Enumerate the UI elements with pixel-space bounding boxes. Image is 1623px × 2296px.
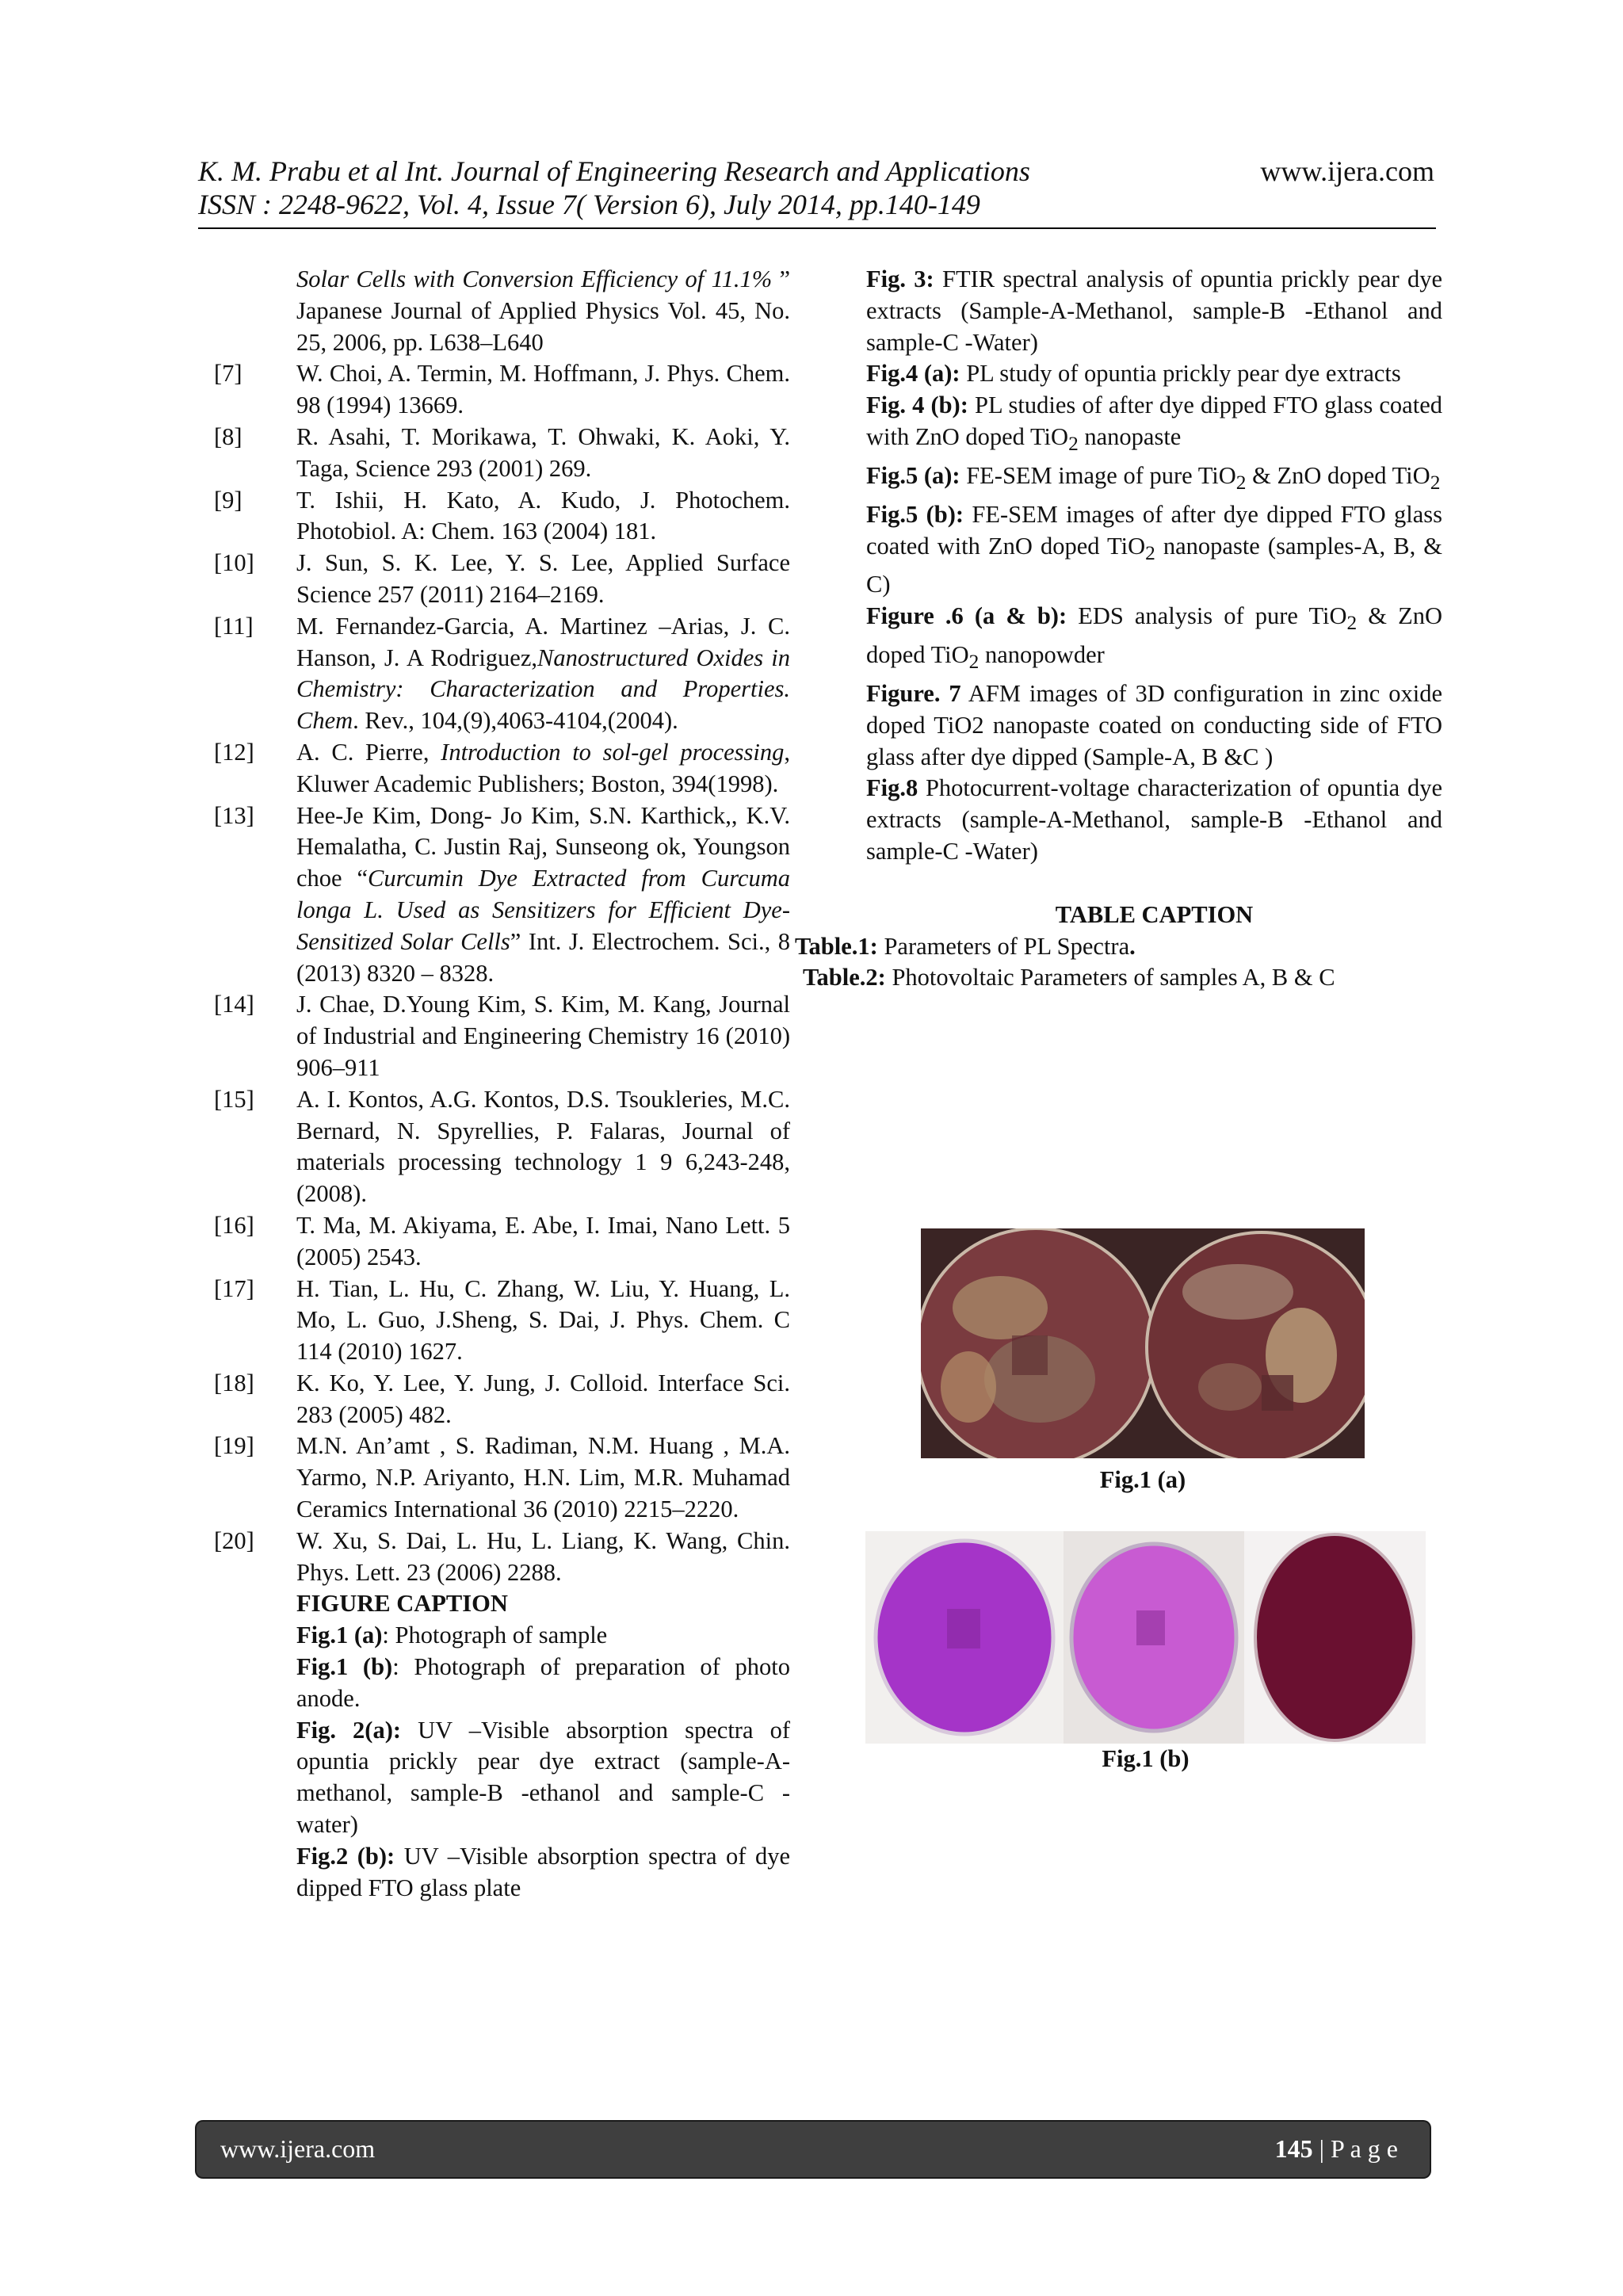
figure-caption-label: Fig.4 (a): [866,360,960,388]
spacer [866,868,1442,900]
reference-item [214,485,790,548]
reference-number: [15] [214,1085,254,1113]
figure-caption-item [296,1652,790,1715]
figure-1b-photos [865,1531,1426,1744]
reference-number: [8] [214,422,242,450]
caption-fig4b: Fig. 4 (b): PL studies of after dye dipped FTO glass coated with ZnO doped TiO$_2$ nanopaste [866,392,1442,456]
figure-1a-photo [921,1228,1365,1458]
reference-item [214,989,790,1083]
figure-caption-label: Fig.1 (b) [296,1653,393,1681]
reference-number: [10] [214,549,254,577]
reference-number: [17] [214,1274,254,1302]
figure-caption-item [296,1715,790,1841]
reference-item [214,1368,790,1431]
reference-item [214,1274,790,1368]
figure-caption-text: : Photograph of preparation of photo anode. [296,1653,790,1712]
reference-text: W. Xu, S. Dai, L. Hu, L. Liang, K. Wang, Chin. Phys. Lett. 23 (2006) 2288. [296,1526,790,1586]
reference-item [214,548,790,611]
figure-caption-text: FTIR spectral analysis of opuntia prickly pear dye extracts (Sample-A-Methanol, sample-B -Ethanol and sample-C -Water) [866,266,1442,356]
reference-number: [14] [214,991,254,1018]
caption-fig6: Figure .6 (a & b): EDS analysis of pure TiO$_2$ & ZnO doped TiO$_2$ nanopowder [866,602,1442,674]
reference-12: [12] A. C. Pierre, Introduction to sol-gel processing, Kluwer Academic Publishers; Boston, 394(1998). [214,738,790,797]
figure-1b-dish-1 [865,1531,1064,1744]
figure-caption-label: Fig.1 (a) [296,1622,383,1649]
reference-number: [9] [214,486,242,514]
figure-caption-text: PL study of opuntia prickly pear dye extracts [960,360,1401,388]
footer-site: www.ijera.com [220,2134,376,2163]
left-column [214,264,790,1904]
running-header [198,155,1434,221]
figure-1b-caption: Fig.1 (b) [1102,1745,1190,1772]
figure-caption-label: Fig. 3: [866,266,934,292]
reference-item [214,358,790,422]
page-number: 145 | P a g e [1274,2134,1398,2163]
reference-text: A. I. Kontos, A.G. Kontos, D.S. Tsoukleries, M.C. Bernard, N. Spyrellies, P. Falaras, Journal of materials processing technology 1 9 6,243-248,(2008). [296,1085,790,1208]
reference-text: T. Ishii, H. Kato, A. Kudo, J. Photochem. Photobiol. A: Chem. 163 (2004) 181. [296,486,790,545]
figure-1b-dish-2 [1064,1531,1244,1744]
figure-caption-label: Fig. 2(a): [296,1716,402,1744]
reference-number: [20] [214,1526,254,1554]
caption-fig5b: Fig.5 (b): FE-SEM images of after dye dipped FTO glass coated with ZnO doped TiO$_2$ nanopaste (samples-A, B, & C) [866,500,1442,598]
figure-caption-item [866,264,1442,358]
table-1-caption: Table.1: Parameters of PL Spectra. [795,932,1136,960]
reference-6-continued: Solar Cells with Conversion Efficiency of 11.1% ” Japanese Journal of Applied Physics Vol. 45, No. 25, 2006, pp. L638–L640 [296,266,790,356]
figure-caption-text: : Photograph of sample [382,1622,608,1649]
reference-number: [7] [214,360,242,388]
figure-caption-list-right [866,264,1442,390]
reference-text: H. Tian, L. Hu, C. Zhang, W. Liu, Y. Huang, L. Mo, L. Guo, J.Sheng, S. Dai, J. Phys. Chem. C 114 (2010) 1627. [296,1274,790,1366]
reference-item [214,1210,790,1274]
figure-caption-label: Fig.2 (b): [296,1842,395,1870]
figure-caption-text: UV –Visible absorption spectra of opuntia prickly pear dye extract (sample-A-methanol, sample-B -ethanol and sample-C -water) [296,1716,790,1839]
reference-number: [19] [214,1432,254,1460]
reference-item [214,1084,790,1210]
reference-item [214,422,790,485]
reference-text: R. Asahi, T. Morikawa, T. Ohwaki, K. Aoki, Y. Taga, Science 293 (2001) 269. [296,422,790,482]
reference-13: [13] Hee-Je Kim, Dong- Jo Kim, S.N. Karthick,, K.V. Hemalatha, C. Justin Raj, Sunseong ok, Youngson choe “Curcumin Dye Extracted from Curcuma longa L. Used as Sensitizers for Efficient Dye-Sensitized Solar Cells” Int. J. Electrochem. Sci., 8 (2013) 8320 – 8328. [214,801,791,987]
figure-1b-dish-3 [1244,1531,1426,1744]
figure-1a-caption: Fig.1 (a) [1099,1466,1186,1493]
reference-text: M.N. An’amt , S. Radiman, N.M. Huang , M.A. Yarmo, N.P. Ariyanto, H.N. Lim, M.R. Muhamad Ceramics International 36 (2010) 2215–2220. [296,1432,790,1523]
reference-item [214,1431,790,1525]
figure-caption-text: UV –Visible absorption spectra of dye dipped FTO glass plate [296,1842,790,1901]
figure-caption-list-left [214,1620,790,1904]
figure-caption-item [296,1620,790,1652]
caption-fig8: Fig.8 Photocurrent-voltage characterization of opuntia dye extracts (sample-A-Methanol, sample-B -Ethanol and sample-C -Water) [866,774,1442,865]
header-rule [198,227,1436,229]
reference-list-b [214,989,790,1588]
reference-list-a [214,358,790,610]
reference-text: T. Ma, M. Akiyama, E. Abe, I. Imai, Nano Lett. 5 (2005) 2543. [296,1211,790,1270]
reference-text: J. Chae, D.Young Kim, S. Kim, M. Kang, Journal of Industrial and Engineering Chemistry 16 (2010) 906–911 [296,991,790,1081]
table-2-caption: Table.2: Photovoltaic Parameters of samples A, B & C [803,964,1335,991]
reference-text: W. Choi, A. Termin, M. Hoffmann, J. Phys. Chem. 98 (1994) 13669. [296,360,790,419]
table-caption-heading: TABLE CAPTION [1055,900,1254,928]
figure-caption-heading: FIGURE CAPTION [296,1590,508,1618]
reference-text: J. Sun, S. K. Lee, Y. S. Lee, Applied Surface Science 257 (2011) 2164–2169. [296,549,790,608]
caption-fig5a: Fig.5 (a): FE-SEM image of pure TiO$_2$ & ZnO doped TiO$_2$ [866,461,1441,494]
reference-number: [18] [214,1369,254,1396]
figure-caption-item [866,358,1442,390]
reference-text: K. Ko, Y. Lee, Y. Jung, J. Colloid. Interface Sci. 283 (2005) 482. [296,1369,790,1428]
header-journal-line: K. M. Prabu et al Int. Journal of Engineering Research and Applications [198,155,1030,187]
reference-item [214,1526,790,1589]
header-issn-line: ISSN : 2248-9622, Vol. 4, Issue 7( Version 6), July 2014, pp.140-149 [198,189,980,220]
right-column [795,264,1443,994]
caption-fig7: Figure. 7 AFM images of 3D configuration in zinc oxide doped TiO2 nanopaste coated on conducting side of FTO glass after dye dipped (Sample-A, B &C ) [866,680,1443,770]
page-footer [197,2122,1430,2177]
reference-11: [11] M. Fernandez-Garcia, A. Martinez –Arias, J. C. Hanson, J. A Rodriguez,Nanostructured Oxides in Chemistry: Characterization and Properties. Chem. Rev., 104,(9),4063-4104,(2004). [214,612,790,735]
header-site: www.ijera.com [1260,155,1434,187]
figure-caption-item [296,1841,790,1904]
reference-number: [16] [214,1211,254,1239]
